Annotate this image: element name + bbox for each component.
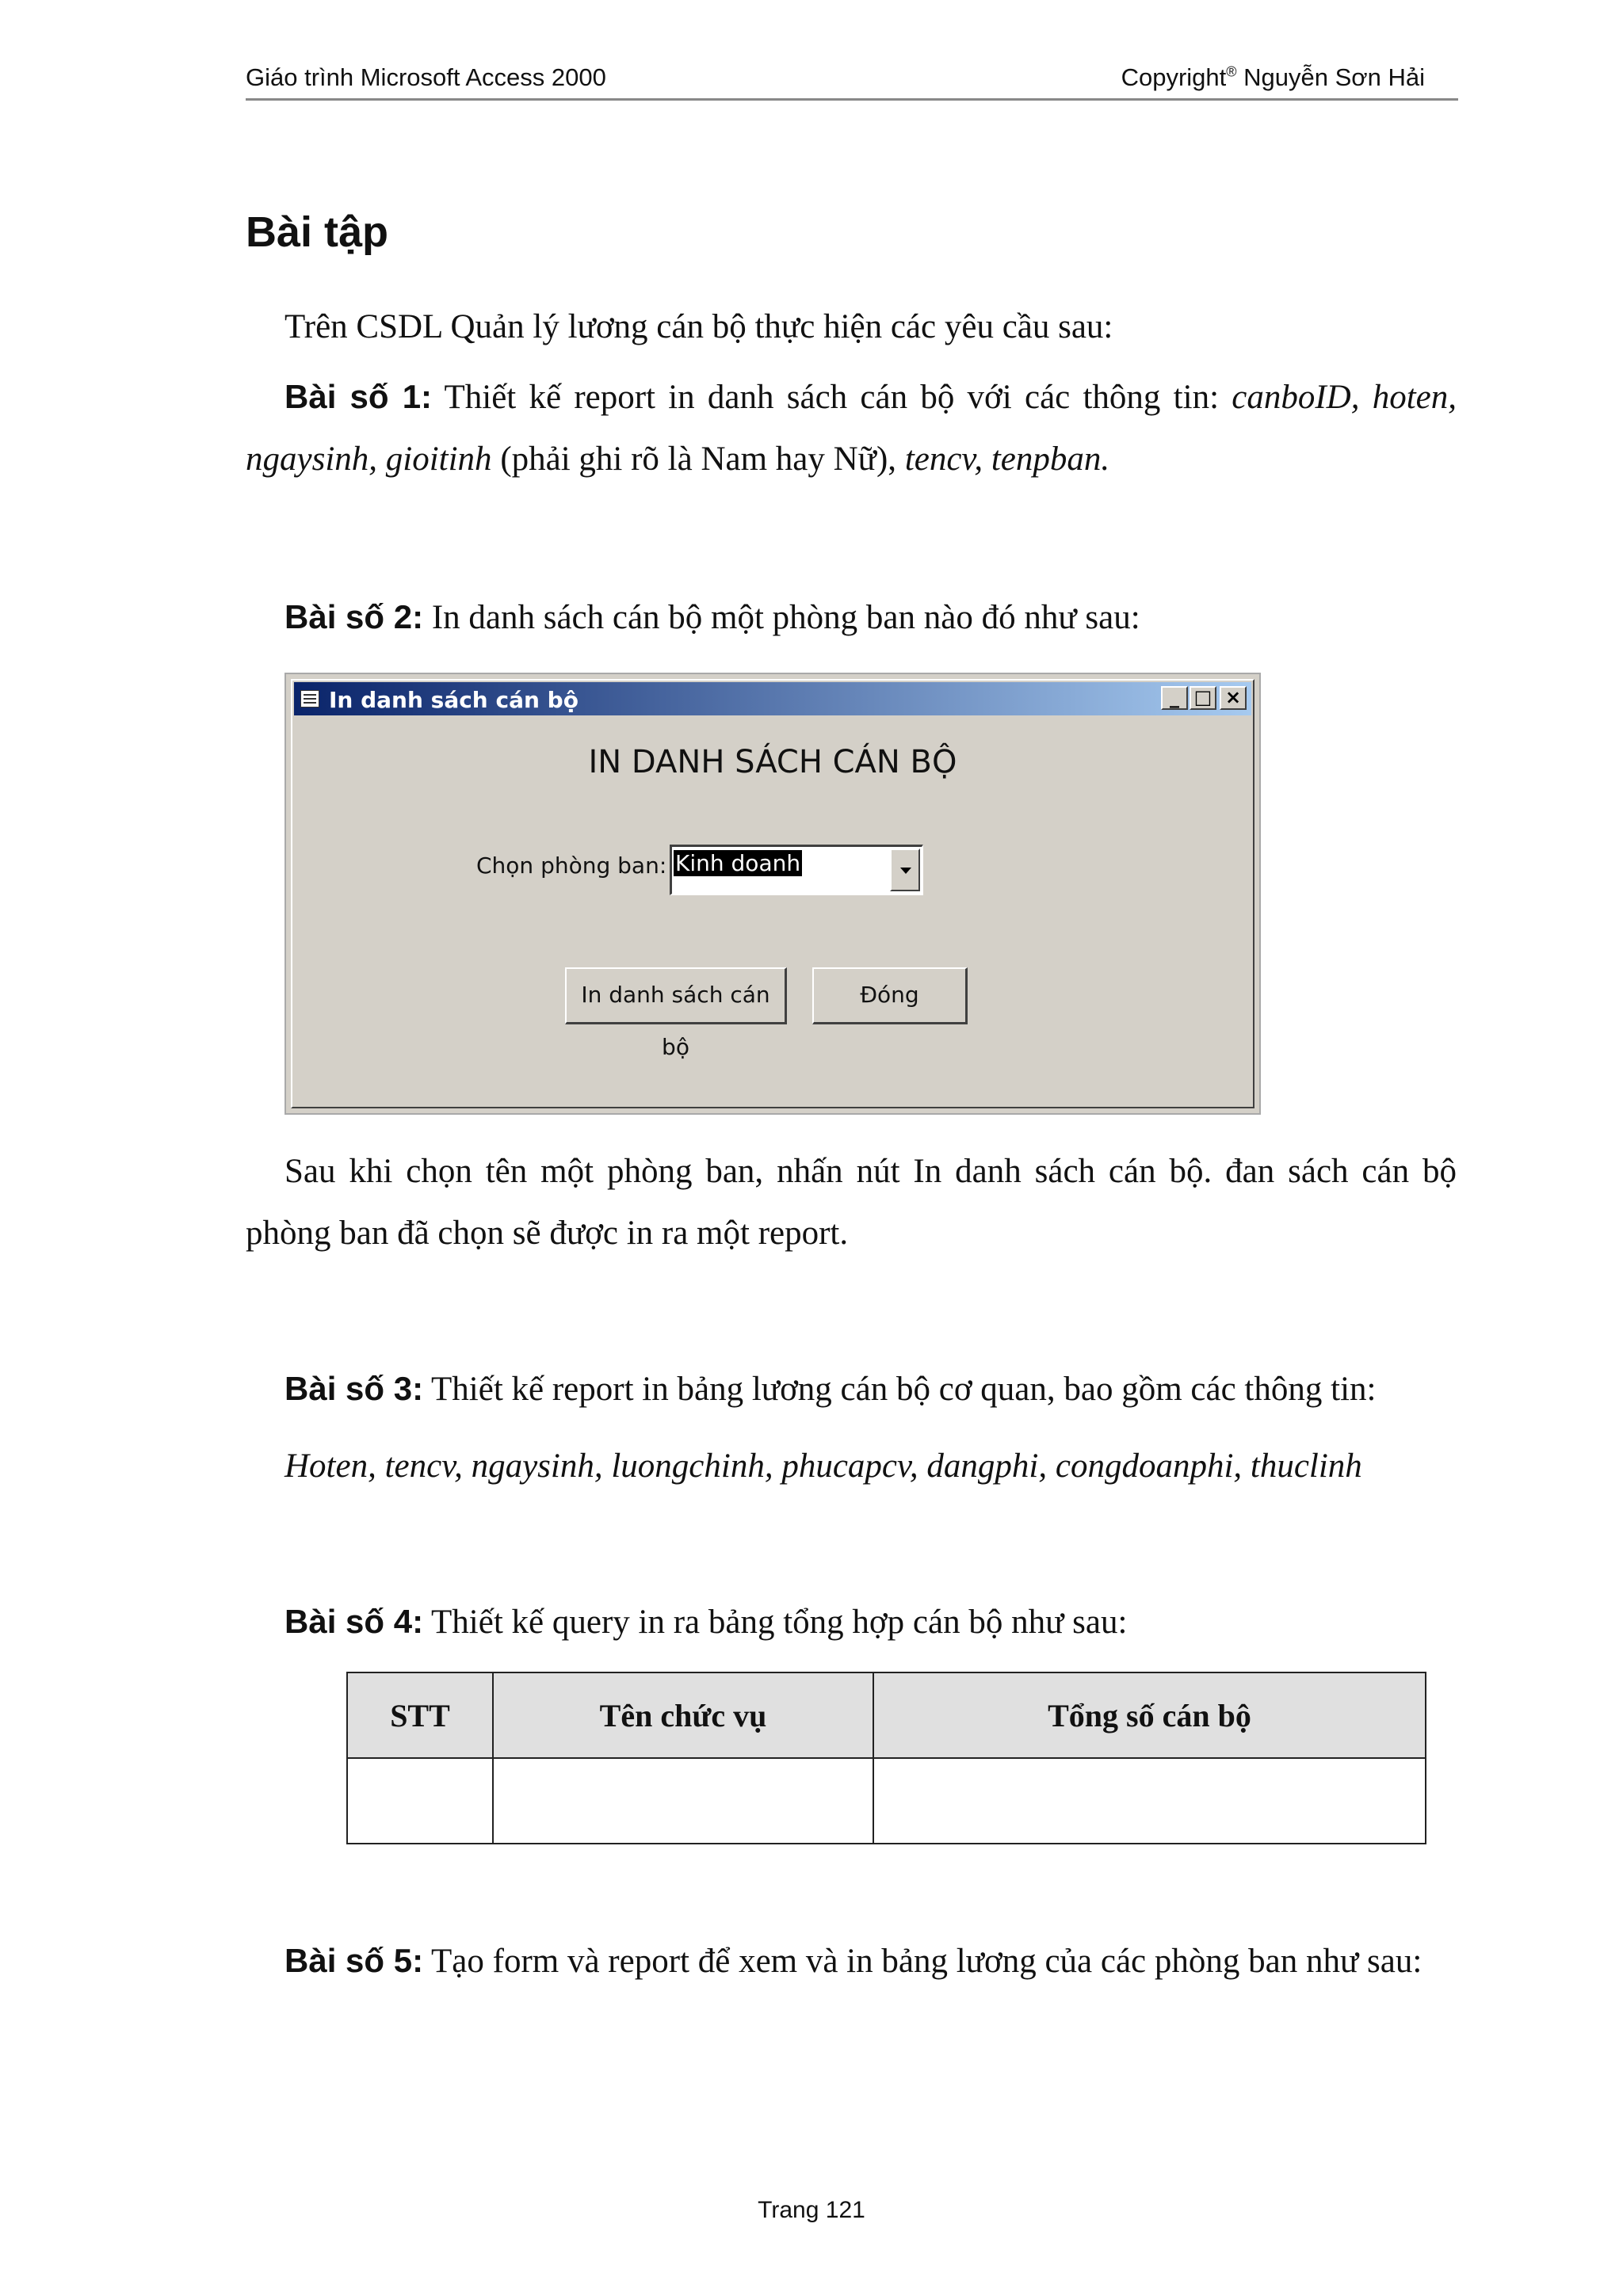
close-window-button[interactable]: × — [1220, 686, 1247, 710]
form-icon — [300, 690, 319, 707]
after-dialog-paragraph: Sau khi chọn tên một phòng ban, nhấn nút In danh sách cán bộ. đan sách cán bộ phòng ban đã chọn sẽ được in ra một report. — [246, 1153, 1457, 1252]
column-header-total: Tổng số cán bộ — [873, 1672, 1426, 1758]
table-header-row — [347, 1672, 1426, 1758]
table-cell — [347, 1758, 493, 1844]
close-button[interactable]: Đóng — [812, 967, 968, 1024]
intro-paragraph: Trên CSDL Quản lý lương cán bộ thực hiện các yêu cầu sau: — [285, 308, 1113, 345]
exercise-2-label: Bài số 2: — [285, 598, 424, 635]
exercise-4-label: Bài số 4: — [285, 1603, 424, 1640]
print-dialog-window — [285, 673, 1261, 1115]
page-number: Trang 121 — [758, 2197, 865, 2223]
exercise-1: Bài số 1: Thiết kế report in danh sách cán bộ với các thông tin: canboID, hoten, ngaysinh, gioitinh (phải ghi rõ là Nam hay Nữ), tencv, tenpban. — [246, 378, 1457, 478]
print-list-button[interactable]: In danh sách cán bộ — [565, 967, 787, 1024]
exercise-5: Bài số 5: Tạo form và report để xem và in bảng lương của các phòng ban như sau: — [285, 1942, 1423, 1980]
exercise-3-label: Bài số 3: — [285, 1370, 424, 1407]
department-combobox[interactable] — [670, 845, 923, 895]
dialog-title: In danh sách cán bộ — [329, 687, 579, 713]
department-selected-value[interactable]: Kinh doanh — [675, 850, 801, 876]
exercise-1-label: Bài số 1: — [285, 378, 433, 415]
chevron-down-icon[interactable] — [890, 849, 920, 891]
header-book-title: Giáo trình Microsoft Access 2000 — [246, 63, 606, 91]
column-header-position: Tên chức vụ — [493, 1672, 873, 1758]
page-header — [246, 63, 1458, 101]
exercise-3: Bài số 3: Thiết kế report in bảng lương cán bộ cơ quan, bao gồm các thông tin: — [285, 1370, 1377, 1408]
maximize-button[interactable]: □ — [1190, 686, 1216, 710]
table-cell — [873, 1758, 1426, 1844]
dialog-heading: IN DANH SÁCH CÁN BỘ — [588, 744, 957, 780]
exercise-4: Bài số 4: Thiết kế query in ra bảng tổng hợp cán bộ như sau: — [285, 1603, 1128, 1641]
summary-table — [346, 1672, 1426, 1844]
column-header-stt: STT — [347, 1672, 493, 1758]
department-label: Chọn phòng ban: — [476, 852, 667, 879]
exercise-2: Bài số 2: In danh sách cán bộ một phòng ban nào đó như sau: — [285, 598, 1140, 636]
minimize-button[interactable]: _ — [1161, 686, 1188, 710]
table-row — [347, 1758, 1426, 1844]
table-cell — [493, 1758, 873, 1844]
exercise-5-label: Bài số 5: — [285, 1942, 424, 1979]
dialog-titlebar[interactable] — [294, 682, 1251, 715]
exercise-3-fields: Hoten, tencv, ngaysinh, luongchinh, phucapcv, dangphi, congdoanphi, thuclinh — [285, 1447, 1362, 1485]
section-title: Bài tập — [246, 208, 389, 256]
header-copyright: Copyright® Nguyễn Sơn Hải — [1121, 63, 1425, 91]
